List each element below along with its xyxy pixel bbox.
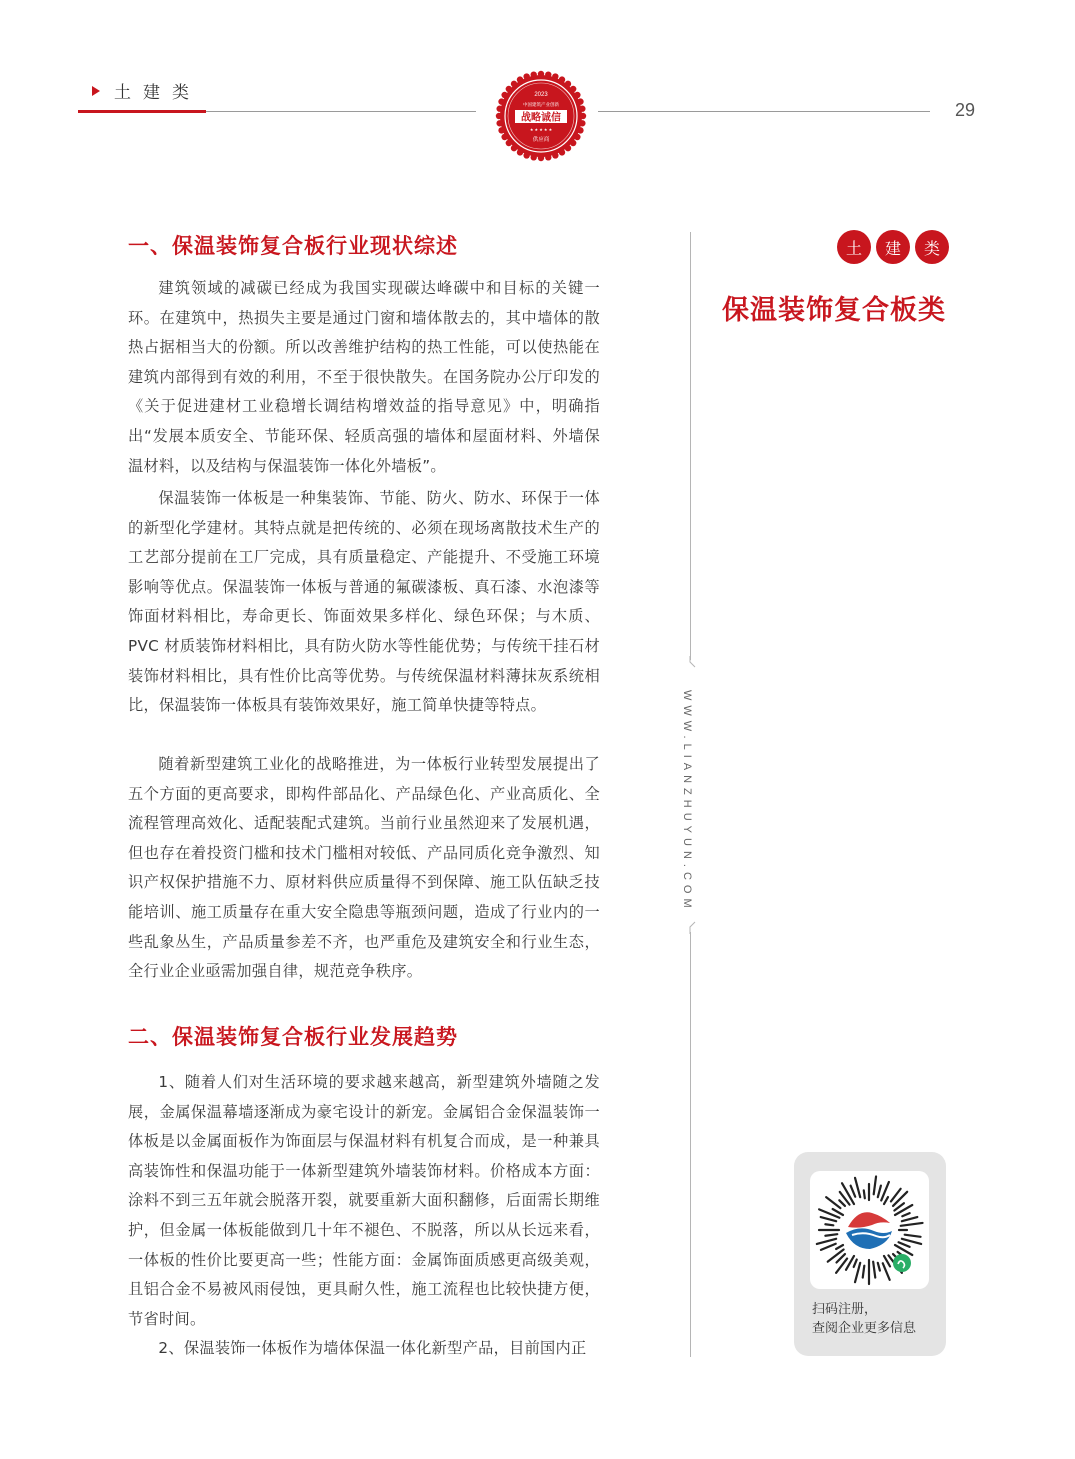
header-rule-right bbox=[598, 111, 930, 112]
qr-caption bbox=[812, 1300, 916, 1338]
paragraph: 2、保温装饰一体板作为墙体保温一体化新型产品，目前国内正 bbox=[158, 1339, 587, 1357]
seal-logo-icon bbox=[495, 70, 587, 162]
seal-edge-tooth bbox=[574, 92, 580, 98]
svg-text:★ ★ ★ ★ ★: ★ ★ ★ ★ ★ bbox=[529, 127, 553, 132]
seal-edge-tooth bbox=[531, 71, 537, 77]
seal-edge-tooth bbox=[570, 86, 576, 92]
seal-edge-tooth bbox=[517, 149, 523, 155]
triangle-bullet-icon bbox=[92, 86, 100, 96]
qr-ray bbox=[851, 1186, 856, 1197]
qr-ray bbox=[902, 1239, 921, 1244]
category-badges bbox=[837, 230, 949, 264]
qr-ray bbox=[828, 1249, 844, 1261]
seal-edge-tooth bbox=[501, 92, 507, 98]
website-url[interactable]: WWW.LIANZHUYUN.COM bbox=[681, 690, 693, 913]
seal-edge-tooth bbox=[506, 86, 512, 92]
qr-ray bbox=[873, 1262, 875, 1278]
divider-tick-icon bbox=[684, 656, 698, 670]
qr-ray bbox=[902, 1213, 909, 1216]
qr-ray bbox=[874, 1176, 876, 1194]
qr-ray bbox=[863, 1266, 865, 1278]
qr-ray bbox=[836, 1245, 843, 1249]
qr-ray bbox=[905, 1235, 921, 1237]
seal-edge-tooth bbox=[577, 98, 583, 104]
qr-ray bbox=[864, 1190, 865, 1198]
qr-ray bbox=[902, 1217, 917, 1221]
qr-caption-line: 扫码注册， bbox=[812, 1302, 878, 1317]
qr-ray bbox=[884, 1197, 888, 1204]
paragraph: 保温装饰一体板是一种集装饰、节能、防火、防水、环保于一体的新型化学建材。其特点就是把传统的、必须在现场离散技术生产的工艺部分提前在工厂完成，具有质量稳定、产能提升、不受施工环境影响等优点。保温装饰一体板与普通的氟碳漆板、真石漆、水泡漆等饰面材料相比，寿命更长、饰面效果多样化、绿色环保；与木质、PVC 材质装饰材料相比，具有防火防水等性能优势；与传统干挂石材装饰材料相比，具有性价比高等优势。与传统保温材料薄抹灰系统相比，保温装饰一体板具有装饰效果好，施工简单快捷等特点。 bbox=[128, 489, 600, 715]
category-badge: 类 bbox=[915, 230, 949, 264]
paragraph: 随着新型建筑工业化的战略推进，为一体板行业转型发展提出了五个方面的更高要求，即构件部品化、产品绿色化、产业高质化、全流程管理高效化、适配装配式建筑。当前行业虽然迎来了发展机遇，但也存在着投资门槛和技术门槛相对较低、产品同质化竞争激烈、知识产权保护措施不力、原材料供应质量得不到保障、施工队伍缺乏技能培训、施工质量存在重大安全隐患等瓶颈问题，造成了行业内的一些乱象丛生，产品质量参差不齐，也严重危及建筑安全和行业生态，全行业企业亟需加强自律，规范竞争秩序。 bbox=[128, 755, 600, 981]
svg-text:战略诚信: 战略诚信 bbox=[521, 112, 561, 124]
qr-ray bbox=[878, 1263, 880, 1271]
seal-edge-tooth bbox=[565, 145, 571, 151]
qr-code[interactable] bbox=[810, 1171, 929, 1289]
qr-ray bbox=[855, 1178, 860, 1197]
seal-edge-tooth bbox=[506, 140, 512, 146]
seal-edge-tooth bbox=[538, 155, 544, 161]
paragraph: 建筑领域的减碳已经成为我国实现碳达峰碳中和目标的关键一环。在建筑中，热损失主要是通过门窗和墙体散去的，其中墙体的散热占据相当大的份额。所以改善维护结构的热工性能，可以使热能在建筑内部得到有效的利用，不至于很快散失。在国务院办公厅印发的《关于促进建材工业稳增长调结构增效益的指导意见》中，明确指出“发展本质安全、节能环保、轻质高强的墙体和屋面材料、外墙保温材料，以及结构与保温装饰一体化外墙板”。 bbox=[128, 279, 600, 475]
seal-edge-tooth bbox=[559, 76, 565, 82]
seal-edge-tooth bbox=[523, 73, 529, 79]
qr-code-icon bbox=[810, 1171, 929, 1289]
category-badge: 土 bbox=[837, 230, 871, 264]
column-divider bbox=[690, 932, 691, 1357]
seal-edge-tooth bbox=[517, 76, 523, 82]
seal-edge-tooth bbox=[552, 152, 558, 158]
svg-text:中国建筑产业创新: 中国建筑产业创新 bbox=[523, 103, 559, 108]
seal-edge-tooth bbox=[501, 134, 507, 140]
qr-ray bbox=[878, 1186, 881, 1198]
paragraph: 1、随着人们对生活环境的要求越来越高，新型建筑外墙随之发展，金属保温幕墙逐渐成为豪宅设计的新宠。金属铝合金保温装饰一体板是以金属面板作为饰面层与保温材料有机复合而成，是一种兼具高装饰性和保温功能于一体新型建筑外墙装饰材料。价格成本方面：涂料不到三五年就会脱落开裂，就要重新大面积翻修，后面需长期维护，但金属一体板能做到几十年不褪色、不脱落，所以从长远来看，一体板的性价比要更高一些；性能方面：金属饰面质感更高级美观，且铝合金不易被风雨侵蚀，更具耐久性，施工流程也比较快捷方便，节省时间。 bbox=[128, 1073, 600, 1328]
qr-ray bbox=[839, 1200, 845, 1206]
seal-edge-tooth bbox=[496, 120, 502, 126]
seal-edge-tooth bbox=[511, 145, 517, 151]
sidebar-title: 保温装饰复合板类 bbox=[722, 295, 946, 326]
qr-ray bbox=[893, 1192, 907, 1206]
seal-edge-tooth bbox=[565, 81, 571, 87]
seal-edge-tooth bbox=[523, 152, 529, 158]
seal-edge-tooth bbox=[545, 154, 551, 160]
seal-edge-tooth bbox=[496, 106, 502, 112]
svg-text:2023: 2023 bbox=[534, 92, 548, 98]
seal-edge-tooth bbox=[496, 113, 502, 119]
qr-ray bbox=[821, 1217, 836, 1221]
section-title: 一、保温装饰复合板行业现状综述 bbox=[128, 234, 458, 258]
section-title: 二、保温装饰复合板行业发展趋势 bbox=[128, 1025, 458, 1049]
qr-ray bbox=[855, 1263, 860, 1282]
svg-text:供应商: 供应商 bbox=[532, 137, 550, 143]
qr-caption-line: 查阅企业更多信息 bbox=[812, 1321, 917, 1336]
seal-edge-tooth bbox=[579, 106, 585, 112]
seal-edge-tooth bbox=[538, 71, 544, 77]
seal-edge-tooth bbox=[574, 134, 580, 140]
qr-ray bbox=[826, 1197, 840, 1208]
header-category bbox=[92, 78, 201, 103]
category-badge: 建 bbox=[876, 230, 910, 264]
qr-ray bbox=[825, 1224, 833, 1225]
page-number: 29 bbox=[955, 100, 976, 120]
qr-ray bbox=[854, 1260, 857, 1267]
qr-ray bbox=[901, 1223, 923, 1226]
seal-edge-tooth bbox=[570, 140, 576, 146]
seal-edge-tooth bbox=[498, 127, 504, 133]
qr-ray bbox=[821, 1244, 836, 1250]
qr-ray bbox=[833, 1209, 843, 1215]
seal-edge-tooth bbox=[511, 81, 517, 87]
seal-edge-tooth bbox=[577, 127, 583, 133]
qr-ray bbox=[899, 1242, 910, 1247]
seal-edge-tooth bbox=[559, 149, 565, 155]
seal-edge-tooth bbox=[552, 73, 558, 79]
divider-tick-icon bbox=[684, 920, 698, 934]
qr-ray bbox=[825, 1234, 837, 1236]
seal-edge-tooth bbox=[579, 120, 585, 126]
qr-ray bbox=[817, 1239, 836, 1244]
seal-edge-tooth bbox=[531, 154, 537, 160]
seal-edge-tooth bbox=[545, 71, 551, 77]
header-rule-accent bbox=[78, 110, 206, 113]
column-divider bbox=[690, 232, 691, 660]
seal-edge-tooth bbox=[580, 113, 586, 119]
header-category-label: 土建类 bbox=[114, 83, 201, 103]
seal-edge-tooth bbox=[498, 98, 504, 104]
